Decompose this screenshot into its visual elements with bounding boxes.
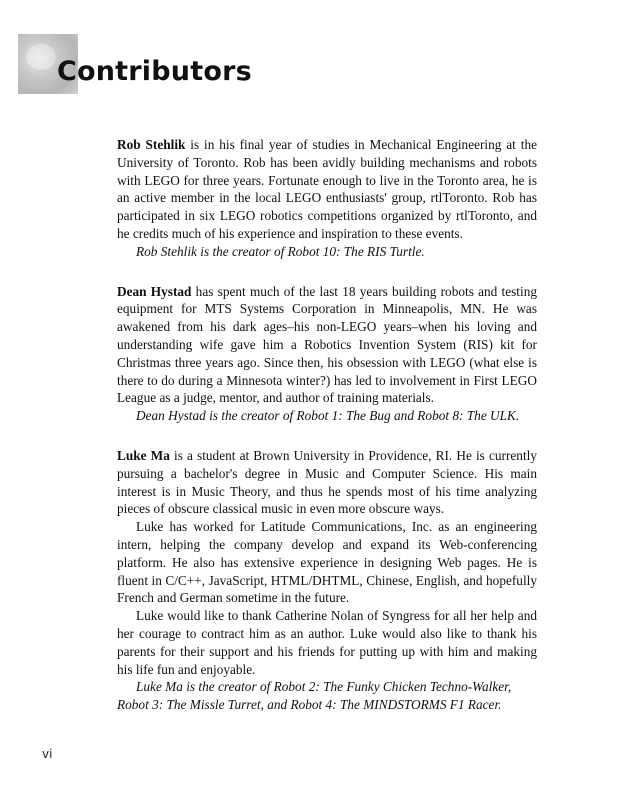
contributor-bio-luke-ma <box>117 447 537 714</box>
robot-credit: Dean Hystad is the creator of Robot 1: The Bug and Robot 8: The ULK. <box>136 408 520 424</box>
contributors-list <box>117 136 537 736</box>
contributor-name: Rob Stehlik <box>117 137 186 152</box>
page-title: Contributors <box>57 56 252 87</box>
page-number: vi <box>42 747 53 761</box>
bio-paragraph: Luke has worked for Latitude Communications, Inc. as an engineering intern, helping the company develop and expand its Web-conferencing platform. He also has extensive experience in designing Web pages. He is fluent in C/C++, JavaScript, HTML/DHTML, Chinese, English, and hopefully French and German sometime in the future. <box>117 519 537 606</box>
bio-paragraph <box>117 283 537 408</box>
bio-paragraph <box>117 136 537 243</box>
bio-text: has spent much of the last 18 years building robots and testing equipment for MTS Systems Corporation in Minneapolis, MN. He was awakened from his dark ages–his non-LEGO years–when his loving and understanding wife gave him a Robotics Invention System (RIS) kit for Christmas three years ago. Since then, his obsession with LEGO (what else is there to do during a Minnesota winter?) has led to involvement in First LEGO League as a judge, mentor, and author of training materials. <box>117 283 537 406</box>
bio-text: is in his final year of studies in Mechanical Engineering at the University of Toronto. Rob has been avidly building mechanisms and robots with LEGO for three years. Fortunate enough to live in the Toronto area, he is an active member in the local LEGO enthusiasts' group, rtlToronto. Rob has participated in six LEGO robotics competitions organized by rtlToronto, and he credits much of his experience and inspiration to these events. <box>117 137 537 241</box>
robot-credit: Luke Ma is the creator of Robot 2: The Funky Chicken Techno-Walker, Robot 3: The Missle Turret, and Robot 4: The MINDSTORMS F1 Racer. <box>117 679 512 713</box>
bio-text: is a student at Brown University in Providence, RI. He is currently pursuing a bachelor's degree in Music and Computer Science. His main interest is in Music Theory, and thus he spends most of his time analyzing pieces of obscure classical music in even more obscure ways. <box>117 447 537 517</box>
contributor-name: Luke Ma <box>117 447 170 463</box>
bio-paragraph: Luke would like to thank Catherine Nolan of Syngress for all her help and her courage to contract him as an author. Luke would also like to thank his parents for their support and his friends for putting up with him and making his life fun and enjoyable. <box>117 608 537 677</box>
bio-paragraph <box>117 447 537 518</box>
contributor-bio-dean-hystad <box>117 283 537 425</box>
contributor-name: Dean Hystad <box>117 283 192 299</box>
robot-credit: Rob Stehlik is the creator of Robot 10: The RIS Turtle. <box>136 243 425 259</box>
contributor-bio-rob-stehlik <box>117 136 537 261</box>
